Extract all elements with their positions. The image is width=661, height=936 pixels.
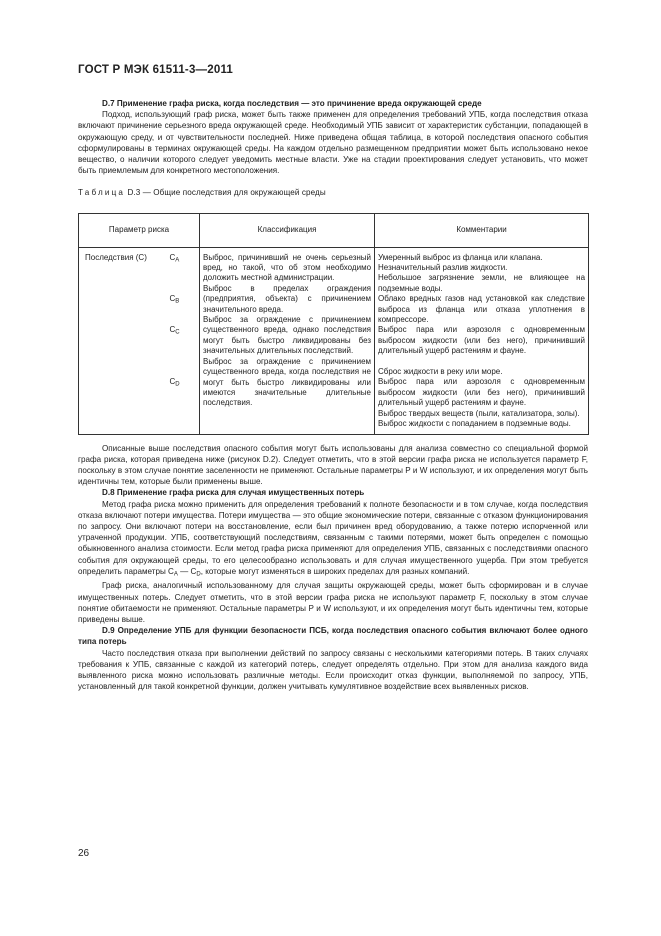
comment-item: Незначительный разлив жидкости. — [378, 263, 508, 273]
document-header: ГОСТ Р МЭК 61511-3—2011 — [78, 64, 234, 76]
section-d8-title: D.8 Применение графа риска для случая имущественных потерь — [102, 488, 365, 498]
symbol-cb: $C_B$ — [169, 294, 180, 305]
classification-cell — [200, 247, 375, 434]
table-caption-text: D.3 — Общие последствия для окружающей среды — [127, 188, 326, 198]
table-row — [79, 247, 589, 434]
classification-ca: Выброс, причинивший не очень серьезный вред, но такой, что об этом необходимо доложить местной администрации. — [203, 252, 372, 283]
header-comments: Комментарии — [375, 213, 589, 247]
table-caption-prefix: Таблица — [78, 188, 126, 198]
consequences-table — [78, 213, 589, 435]
symbol-ca: $C_A$ — [169, 252, 180, 264]
risk-parameter-cell: Последствия (C) — [79, 247, 170, 434]
classification-cd: Выброс за ограждение с причинением существенного вреда, когда последствия не могут быть быстро ликвидированы или имеются значительные длительные последствия. — [203, 356, 372, 408]
comment-item: Небольшое загрязнение земли, не влияющее на подземные воды. — [378, 273, 586, 293]
page-number: 26 — [78, 848, 90, 859]
section-d9-paragraph: Часто последствия отказа при выполнении действий по запросу связаны с несколькими категориями потерь. В таких случаях требования к УПБ, связанные с каждой из категорий потерь, следует определять отдельно. При этом для анализа каждого вида выявленного риска можно использовать различные методы. Если происходит отказ функции, выполняемой по запросу, УПБ, установленный для такой конкретной функции, должен учитывать кумулятивное воздействие всех выявленных рисков. — [78, 648, 588, 692]
section-d7-title: D.7 Применение графа риска, когда последствия — это причинение вреда окружающей среде — [102, 99, 482, 108]
classification-cc: Выброс за ограждение с причинением существенного вреда, однако последствия могут быть быстро ликвидированы без значительных длительных последствий. — [203, 315, 372, 356]
after-table-paragraph: Описанные выше последствия опасного события могут быть использованы для анализа совместно со специальной формой графа риска, которая приведена ниже (рисунок D.2). Следует отметить, что в этой версии графа риска не используется параметр F, поскольку в этом случае понятие заселенности не применяют. Остальные параметры P и W используют, и их определения могут быть идентичны тем, которые были применены выше. — [78, 443, 588, 487]
section-d8-paragraph-1: Метод графа риска можно применить для определения требований к полноте безопасности и в том случае, когда последствия отказа включают потери имущества. Потери имущества — это общие экономические потери, связанные с отказом функционирования по запросу. Они включают потери на восстановление, если был причинен вред оборудованию, а также потерю испорченной или утраченной продукции. УПБ, соответствующий последствиям, связанным с такими потерями, может быть определен с помощью обыкновенного анализа стоимости. Если метод графа риска применяют для определения УПБ, связанных с последствиями опасного события для окружающей среды, то его целесообразно использовать и для случая имущественного ущерба. При этом требуется определить параметры $C_A$ — $C_D$, которые могут изменяться в широких пределах для разных компаний. — [78, 499, 588, 578]
comment-item: Умеренный выброс из фланца или клапана. — [378, 252, 543, 262]
comment-item: Сброс жидкости в реку или море. — [378, 367, 503, 377]
comment-item: Выброс твердых веществ (пыли, катализатора, золы). — [378, 408, 580, 418]
comment-item: Выброс пара или аэрозоля с одновременным выбросом жидкости (или без него), причинивший длительный ущерб растениям и фауне. — [378, 325, 586, 356]
comments-cell — [375, 247, 589, 434]
classification-cb: Выброс в пределах ограждения (предприятия, объекта) с причинением значительного вреда. — [203, 283, 372, 314]
comment-item: Облако вредных газов над установкой как следствие выброса из фланца или отказа уплотнения в компрессоре. — [378, 294, 586, 325]
table-caption — [78, 187, 588, 198]
table-header-row — [79, 213, 589, 247]
symbol-cd: $C_D$ — [169, 377, 180, 388]
section-d7-paragraph: Подход, использующий граф риска, может быть также применен для определения требований УПБ, когда последствия отказа включают причинение серьезного вреда окружающей среде. Необходимый УПБ зависит от характеристик субстанции, попадающей в окружающую среду, и от чувствительности последней. Ниже приведена общая таблица, в которой последствия опасного события сформулированы в терминах окружающей среды. На каждом отдельно размещенном предприятии может быть использовано некое вещество, о наличии которого следует уведомить местные власти. Уже на стадии проектирования следует установить, что может быть приемлемым для конкретного местоположения. — [78, 110, 588, 176]
header-risk-parameter: Параметр риска — [79, 213, 200, 247]
section-d9-title: D.9 Определение УПБ для функции безопасности ПСБ, когда последствия опасного события включают более одного типа потерь — [78, 626, 588, 647]
section-d8-paragraph-2: Граф риска, аналогичный использованному для случая защиты окружающей среды, может быть сформирован и в случае имущественных потерь. Следует отметить, что в этой версии графа риска не используют параметр F, поскольку в этом случае понятие обитаемости не применяют. Остальные параметры P и W используют, и их определения могут быть идентичны тем, которые приведены выше. — [78, 581, 588, 625]
symbols-cell — [170, 247, 200, 434]
header-classification: Классификация — [200, 213, 375, 247]
comment-item: Выброс пара или аэрозоля с одновременным выбросом жидкости (или без него), причинивший длительный ущерб растениям и фауне. — [378, 377, 586, 408]
symbol-cc: $C_C$ — [169, 325, 180, 336]
page-content — [78, 98, 588, 692]
comment-item: Выброс жидкости с попаданием в подземные воды. — [378, 419, 571, 429]
